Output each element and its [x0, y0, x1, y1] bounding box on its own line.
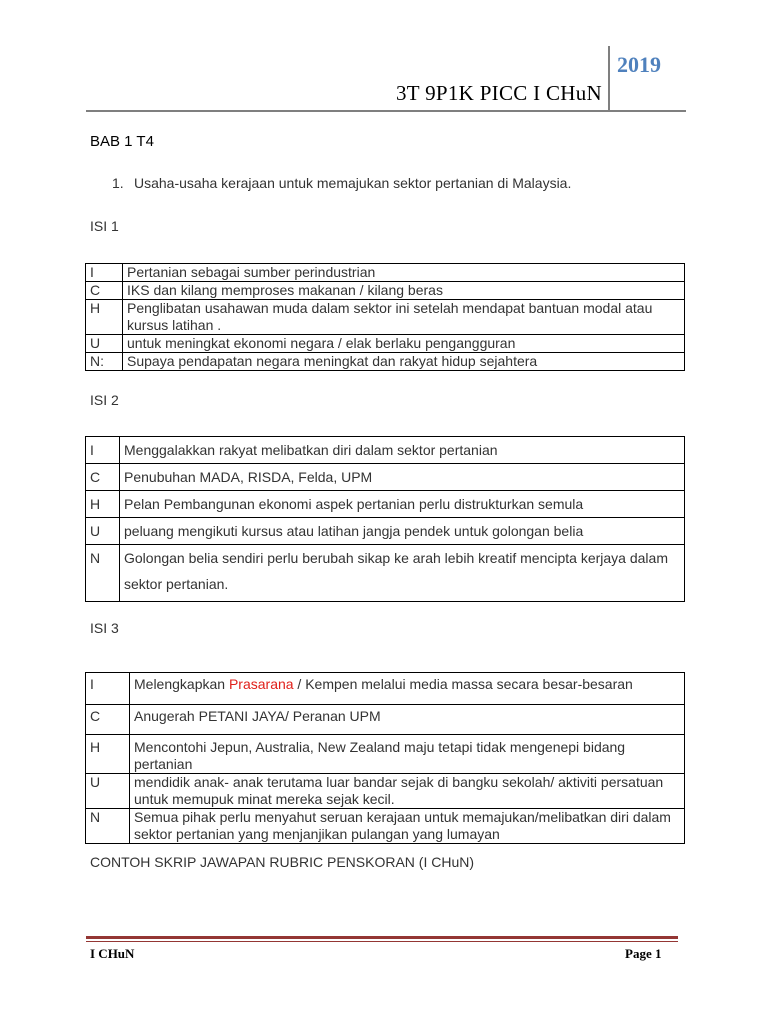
row-key: C: [86, 282, 123, 300]
row-key: H: [86, 300, 123, 335]
header-divider-vertical: [608, 46, 610, 112]
table-row: [86, 735, 685, 774]
table-row: [86, 774, 685, 809]
row-key: I: [86, 437, 120, 464]
isi-1-table: [85, 263, 685, 371]
table-row: [86, 300, 685, 335]
table-row: [86, 464, 685, 491]
footer-rule-thick: [86, 936, 678, 939]
row-text-post: / Kempen melalui media massa secara besar-besaran: [293, 676, 633, 692]
row-key: I: [86, 673, 130, 705]
table-row: [86, 705, 685, 735]
row-key: N:: [86, 353, 123, 371]
row-key: U: [86, 774, 130, 809]
row-text: [130, 673, 685, 705]
chapter-heading: BAB 1 T4: [90, 133, 154, 150]
table-row: [86, 809, 685, 844]
row-text: Penubuhan MADA, RISDA, Felda, UPM: [120, 464, 685, 491]
row-text-pre: Melengkapkan: [134, 676, 229, 692]
question: [112, 175, 571, 191]
row-text: Anugerah PETANI JAYA/ Peranan UPM: [130, 705, 685, 735]
isi-3-label: ISI 3: [90, 620, 119, 636]
row-key: U: [86, 518, 120, 545]
highlight-prasarana: Prasarana: [228, 676, 294, 692]
table-row: [86, 545, 685, 602]
table-row: [86, 335, 685, 353]
footer-page-number: Page 1: [625, 946, 662, 961]
table-row: [86, 353, 685, 371]
row-key: I: [86, 264, 123, 282]
row-key: N: [86, 545, 120, 602]
row-text: untuk meningkat ekonomi negara / elak berlaku pengangguran: [123, 335, 685, 353]
row-text: Golongan belia sendiri perlu berubah sikap ke arah lebih kreatif mencipta kerjaya dalam sektor pertanian.: [120, 545, 685, 602]
row-text: IKS dan kilang memproses makanan / kilang beras: [123, 282, 685, 300]
row-key: H: [86, 735, 130, 774]
question-text: Usaha-usaha kerajaan untuk memajukan sektor pertanian di Malaysia.: [134, 175, 572, 191]
header-title: 3T 9P1K PICC I CHuN: [396, 81, 603, 105]
footer-author: I CHuN: [90, 946, 135, 961]
table-row: [86, 673, 685, 705]
row-key: U: [86, 335, 123, 353]
footer-rule-thin: [86, 941, 678, 942]
row-text: mendidik anak- anak terutama luar bandar sejak di bangku sekolah/ aktiviti persatuan untuk memupuk minat mereka sejak kecil.: [130, 774, 685, 809]
header-year: 2019: [617, 52, 661, 77]
row-text: Semua pihak perlu menyahut seruan kerajaan untuk memajukan/melibatkan diri dalam sektor pertanian yang menjanjikan pulangan yang lumayan: [130, 809, 685, 844]
closing-caption: CONTOH SKRIP JAWAPAN RUBRIC PENSKORAN (I CHuN): [90, 854, 475, 870]
table-row: [86, 264, 685, 282]
row-text: Menggalakkan rakyat melibatkan diri dalam sektor pertanian: [120, 437, 685, 464]
row-key: C: [86, 705, 130, 735]
row-text: Mencontohi Jepun, Australia, New Zealand maju tetapi tidak mengenepi bidang pertanian: [130, 735, 685, 774]
row-key: N: [86, 809, 130, 844]
row-text: peluang mengikuti kursus atau latihan jangja pendek untuk golongan belia: [120, 518, 685, 545]
table-row: [86, 491, 685, 518]
row-key: C: [86, 464, 120, 491]
row-key: H: [86, 491, 120, 518]
row-text: Pelan Pembangunan ekonomi aspek pertanian perlu distrukturkan semula: [120, 491, 685, 518]
table-row: [86, 437, 685, 464]
question-number: 1.: [112, 175, 124, 191]
isi-3-table: [85, 672, 685, 844]
header-divider-horizontal: [86, 110, 686, 112]
row-text: Pertanian sebagai sumber perindustrian: [123, 264, 685, 282]
isi-1-label: ISI 1: [90, 218, 119, 234]
isi-2-table: [85, 436, 685, 602]
table-row: [86, 282, 685, 300]
isi-2-label: ISI 2: [90, 392, 119, 408]
table-row: [86, 518, 685, 545]
row-text: Penglibatan usahawan muda dalam sektor ini setelah mendapat bantuan modal atau kursus latihan .: [123, 300, 685, 335]
row-text: Supaya pendapatan negara meningkat dan rakyat hidup sejahtera: [123, 353, 685, 371]
